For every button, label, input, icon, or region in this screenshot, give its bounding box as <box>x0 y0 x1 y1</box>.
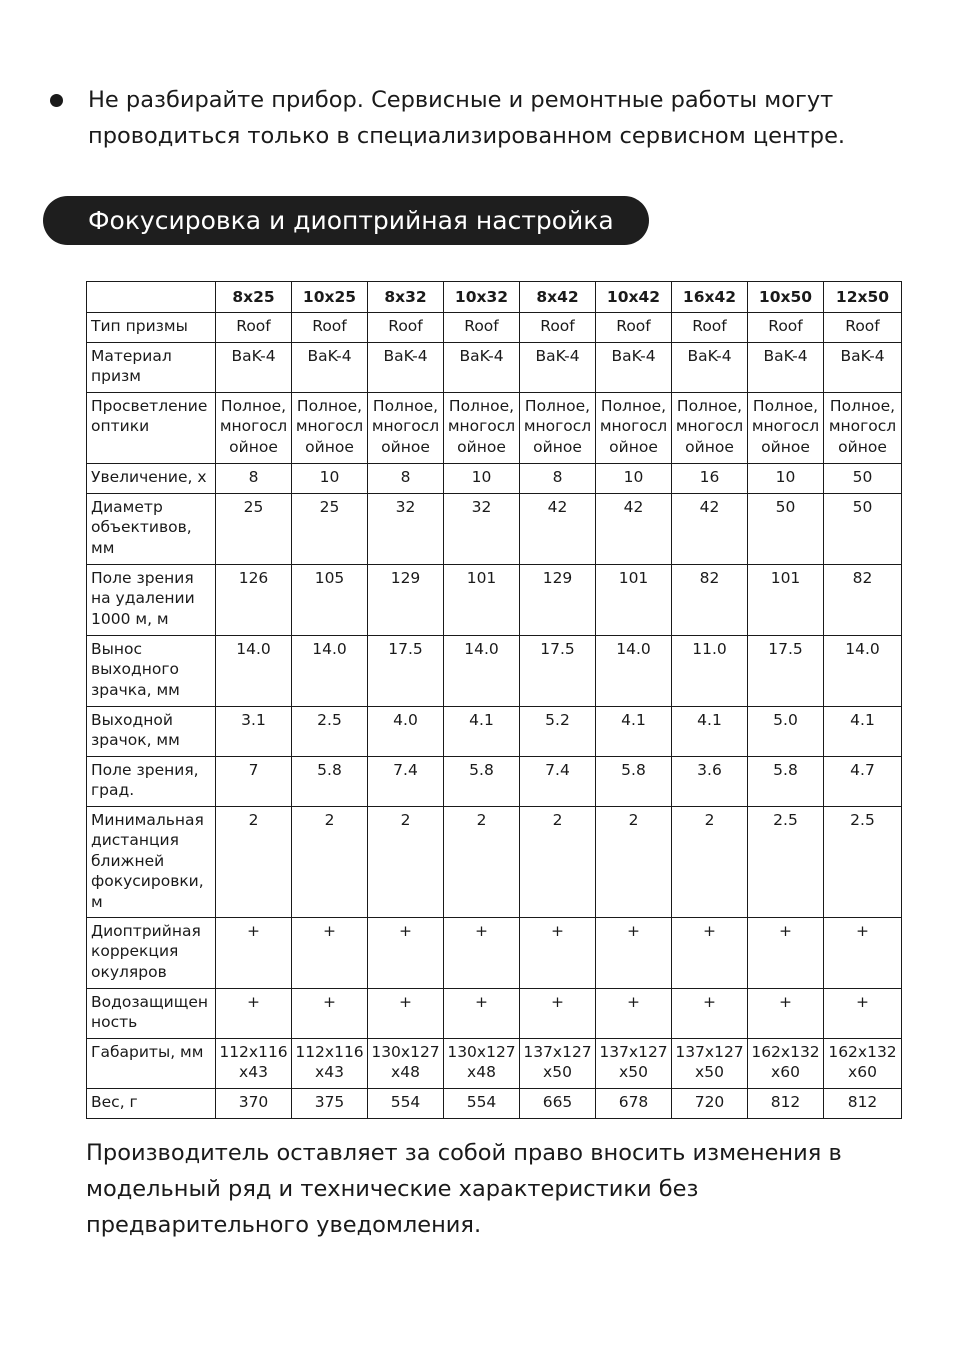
table-cell: 5.8 <box>444 756 520 806</box>
table-cell: 137x127 x50 <box>672 1038 748 1088</box>
table-cell: 162x132 x60 <box>748 1038 824 1088</box>
table-row <box>87 342 902 392</box>
table-cell: 82 <box>672 564 748 635</box>
table-cell: + <box>368 917 444 988</box>
table-row <box>87 806 902 917</box>
table-cell: 720 <box>672 1088 748 1118</box>
table-cell: 4.7 <box>824 756 902 806</box>
table-cell: + <box>596 988 672 1038</box>
table-cell: 8 <box>216 463 292 493</box>
table-cell: Полное, многосл ойное <box>824 392 902 463</box>
table-row <box>87 756 902 806</box>
table-cell: 42 <box>520 493 596 564</box>
table-cell: + <box>292 917 368 988</box>
table-cell: 25 <box>292 493 368 564</box>
table-cell: + <box>748 917 824 988</box>
row-label: Водозащищен ность <box>87 988 216 1038</box>
row-label: Вынос выходного зрачка, мм <box>87 635 216 706</box>
row-label: Тип призмы <box>87 312 216 342</box>
table-cell: BaK-4 <box>596 342 672 392</box>
table-cell: BaK-4 <box>672 342 748 392</box>
bullet-dot-icon <box>50 94 63 107</box>
table-cell: 5.0 <box>748 706 824 756</box>
bullet-text: Не разбирайте прибор. Сервисные и ремонтные работы могут проводиться только в специализированном сервисном центре. <box>88 87 846 149</box>
table-cell: + <box>748 988 824 1038</box>
table-cell: 375 <box>292 1088 368 1118</box>
table-cell: 812 <box>824 1088 902 1118</box>
table-cell: Полное, многосл ойное <box>672 392 748 463</box>
table-cell: 10 <box>748 463 824 493</box>
table-header-row <box>87 282 902 313</box>
table-cell: 4.1 <box>824 706 902 756</box>
table-cell: BaK-4 <box>216 342 292 392</box>
table-cell: 17.5 <box>520 635 596 706</box>
table-row <box>87 493 902 564</box>
table-cell: 10 <box>292 463 368 493</box>
table-cell: 11.0 <box>672 635 748 706</box>
table-cell: Roof <box>672 312 748 342</box>
table-cell: 665 <box>520 1088 596 1118</box>
column-header: 10x32 <box>444 282 520 313</box>
section-title: Фокусировка и диоптрийная настройка <box>43 196 649 245</box>
table-cell: 4.0 <box>368 706 444 756</box>
table-row <box>87 564 902 635</box>
table-cell: 14.0 <box>292 635 368 706</box>
table-cell: 10 <box>444 463 520 493</box>
table-cell: + <box>444 917 520 988</box>
table-cell: 105 <box>292 564 368 635</box>
table-cell: 16 <box>672 463 748 493</box>
row-label: Выходной зрачок, мм <box>87 706 216 756</box>
table-cell: Roof <box>292 312 368 342</box>
table-cell: 14.0 <box>596 635 672 706</box>
table-cell: BaK-4 <box>368 342 444 392</box>
table-cell: 50 <box>824 463 902 493</box>
table-cell: 2 <box>520 806 596 917</box>
table-cell: 17.5 <box>368 635 444 706</box>
table-cell: Roof <box>444 312 520 342</box>
table-cell: 14.0 <box>216 635 292 706</box>
table-cell: BaK-4 <box>824 342 902 392</box>
table-row <box>87 392 902 463</box>
table-cell: + <box>824 988 902 1038</box>
table-cell: 554 <box>444 1088 520 1118</box>
table-cell: 2 <box>368 806 444 917</box>
table-cell: + <box>216 988 292 1038</box>
row-label: Просветление оптики <box>87 392 216 463</box>
table-cell: 7.4 <box>520 756 596 806</box>
column-header: 10x42 <box>596 282 672 313</box>
row-label: Вес, г <box>87 1088 216 1118</box>
table-cell: 10 <box>596 463 672 493</box>
row-label: Диоптрийная коррекция окуляров <box>87 917 216 988</box>
table-cell: Полное, многосл ойное <box>748 392 824 463</box>
table-cell: 678 <box>596 1088 672 1118</box>
table-cell: BaK-4 <box>292 342 368 392</box>
table-cell: Roof <box>824 312 902 342</box>
specifications-table <box>86 281 902 1119</box>
table-cell: + <box>216 917 292 988</box>
table-cell: 370 <box>216 1088 292 1118</box>
table-cell: Roof <box>596 312 672 342</box>
table-cell: Полное, многосл ойное <box>444 392 520 463</box>
table-cell: 50 <box>824 493 902 564</box>
table-cell: 14.0 <box>444 635 520 706</box>
table-cell: 32 <box>444 493 520 564</box>
table-cell: + <box>444 988 520 1038</box>
column-header: 8x42 <box>520 282 596 313</box>
table-cell: BaK-4 <box>520 342 596 392</box>
table-cell: 4.1 <box>596 706 672 756</box>
table-cell: Полное, многосл ойное <box>292 392 368 463</box>
table-cell: Полное, многосл ойное <box>520 392 596 463</box>
table-row <box>87 988 902 1038</box>
row-label: Материал призм <box>87 342 216 392</box>
table-cell: Roof <box>520 312 596 342</box>
table-cell: 101 <box>444 564 520 635</box>
table-cell: Roof <box>368 312 444 342</box>
table-cell: 2 <box>596 806 672 917</box>
table-cell: 4.1 <box>444 706 520 756</box>
table-cell: 42 <box>672 493 748 564</box>
column-header: 8x25 <box>216 282 292 313</box>
table-cell: 101 <box>748 564 824 635</box>
table-cell: 812 <box>748 1088 824 1118</box>
table-cell: 4.1 <box>672 706 748 756</box>
table-row <box>87 1088 902 1118</box>
row-label: Увеличение, х <box>87 463 216 493</box>
table-cell: 17.5 <box>748 635 824 706</box>
table-cell: 3.6 <box>672 756 748 806</box>
row-label: Поле зрения, град. <box>87 756 216 806</box>
table-cell: + <box>520 988 596 1038</box>
table-cell: 101 <box>596 564 672 635</box>
table-cell: 129 <box>368 564 444 635</box>
table-cell: 130x127 x48 <box>444 1038 520 1088</box>
table-cell: 7 <box>216 756 292 806</box>
table-cell: 112x116 x43 <box>216 1038 292 1088</box>
column-header: 10x25 <box>292 282 368 313</box>
table-cell: 137x127 x50 <box>520 1038 596 1088</box>
table-cell: 50 <box>748 493 824 564</box>
table-corner-cell <box>87 282 216 313</box>
table-cell: 2.5 <box>748 806 824 917</box>
table-cell: 2 <box>292 806 368 917</box>
table-cell: BaK-4 <box>444 342 520 392</box>
row-label: Диаметр объективов, мм <box>87 493 216 564</box>
table-cell: 5.2 <box>520 706 596 756</box>
table-cell: 42 <box>596 493 672 564</box>
table-cell: Полное, многосл ойное <box>216 392 292 463</box>
table-cell: 129 <box>520 564 596 635</box>
table-cell: BaK-4 <box>748 342 824 392</box>
table-row <box>87 1038 902 1088</box>
column-header: 8x32 <box>368 282 444 313</box>
table-cell: + <box>368 988 444 1038</box>
table-cell: 2.5 <box>292 706 368 756</box>
table-cell: 25 <box>216 493 292 564</box>
table-cell: + <box>672 917 748 988</box>
table-cell: 3.1 <box>216 706 292 756</box>
table-cell: 2.5 <box>824 806 902 917</box>
table-cell: 7.4 <box>368 756 444 806</box>
column-header: 16x42 <box>672 282 748 313</box>
table-row <box>87 312 902 342</box>
table-cell: 8 <box>368 463 444 493</box>
table-cell: 14.0 <box>824 635 902 706</box>
table-cell: 32 <box>368 493 444 564</box>
table-cell: Полное, многосл ойное <box>596 392 672 463</box>
table-cell: + <box>596 917 672 988</box>
table-cell: 2 <box>216 806 292 917</box>
column-header: 12x50 <box>824 282 902 313</box>
table-row <box>87 917 902 988</box>
table-cell: 112x116 x43 <box>292 1038 368 1088</box>
table-cell: 82 <box>824 564 902 635</box>
table-cell: + <box>672 988 748 1038</box>
table-cell: 554 <box>368 1088 444 1118</box>
table-cell: 126 <box>216 564 292 635</box>
table-cell: + <box>292 988 368 1038</box>
table-row <box>87 635 902 706</box>
table-cell: 5.8 <box>292 756 368 806</box>
table-cell: Полное, многосл ойное <box>368 392 444 463</box>
table-cell: 162x132 x60 <box>824 1038 902 1088</box>
table-cell: 2 <box>672 806 748 917</box>
table-cell: Roof <box>216 312 292 342</box>
table-cell: 8 <box>520 463 596 493</box>
table-cell: 5.8 <box>596 756 672 806</box>
table-cell: 130x127 x48 <box>368 1038 444 1088</box>
table-cell: 2 <box>444 806 520 917</box>
row-label: Габариты, мм <box>87 1038 216 1088</box>
table-cell: + <box>520 917 596 988</box>
table-row <box>87 463 902 493</box>
table-cell: 137x127 x50 <box>596 1038 672 1088</box>
table-cell: 5.8 <box>748 756 824 806</box>
table-cell: + <box>824 917 902 988</box>
footer-note: Производитель оставляет за собой право вносить изменения в модельный ряд и технические характеристики без предварительного уведомления. <box>86 1140 842 1238</box>
row-label: Поле зрения на удалении 1000 м, м <box>87 564 216 635</box>
column-header: 10x50 <box>748 282 824 313</box>
table-row <box>87 706 902 756</box>
row-label: Минимальная дистанция ближней фокусировки, м <box>87 806 216 917</box>
table-cell: Roof <box>748 312 824 342</box>
